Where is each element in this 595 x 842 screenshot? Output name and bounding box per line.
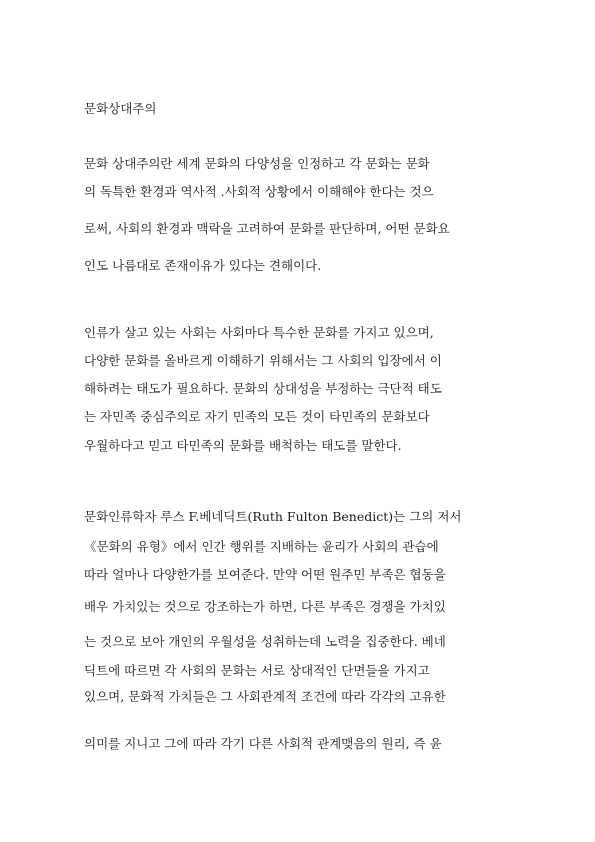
paragraph-2-line-1: 인류가 살고 있는 사회는 사회마다 특수한 문화를 가지고 있으며,	[84, 325, 434, 340]
paragraph-3-line-2: 《문화의 유형》에서 인간 행위를 지배하는 윤리가 사회의 관습에	[84, 539, 439, 554]
paragraph-3-line-1: 문화인류학자 루스 F.베네딕트(Ruth Fulton Benedict)는 그의 저서	[84, 509, 462, 524]
paragraph-3-line-4: 배우 가치있는 것으로 강조하는가 하면, 다른 부족은 경쟁을 가치있	[84, 599, 446, 614]
paragraph-1-line-4: 인도 나름대로 존재이유가 있다는 견해이다.	[84, 258, 322, 273]
paragraph-3-line-6: 딕트에 따르면 각 사회의 문화는 서로 상대적인 단면들을 가지고	[84, 663, 430, 678]
document-title: 문화상대주의	[84, 101, 157, 116]
paragraph-3-line-7: 있으며, 문화적 가치들은 그 사회관계적 조건에 따라 각각의 고유한	[84, 689, 446, 704]
paragraph-1-line-3: 로써, 사회의 환경과 맥락을 고려하여 문화를 판단하며, 어떤 문화요	[84, 221, 450, 236]
paragraph-1-line-1: 문화 상대주의란 세계 문화의 다양성을 인정하고 각 문화는 문화	[84, 156, 430, 171]
paragraph-3-line-5: 는 것으로 보아 개인의 우월성을 성취하는데 노력을 집중한다. 베네	[84, 634, 446, 649]
paragraph-3-line-3: 따라 얼마나 다양한가를 보여준다. 만약 어떤 원주민 부족은 협동을	[84, 567, 446, 582]
paragraph-3-line-8: 의미를 지니고 그에 따라 각기 다른 사회적 관계맺음의 원리, 즉 윤	[84, 736, 442, 751]
paragraph-2-line-5: 우월하다고 믿고 타민족의 문화를 배척하는 태도를 말한다.	[84, 438, 402, 453]
paragraph-2-line-2: 다양한 문화를 올바르게 이해하기 위해서는 그 사회의 입장에서 이	[84, 353, 442, 368]
paragraph-2-line-4: 는 자민족 중심주의로 자기 민족의 모든 것이 타민족의 문화보다	[84, 409, 430, 424]
paragraph-2-line-3: 해하려는 태도가 필요하다. 문화의 상대성을 부정하는 극단적 태도	[84, 381, 442, 396]
paragraph-1-line-2: 의 독특한 환경과 역사적 .사회적 상황에서 이해해야 한다는 것으	[84, 184, 434, 199]
